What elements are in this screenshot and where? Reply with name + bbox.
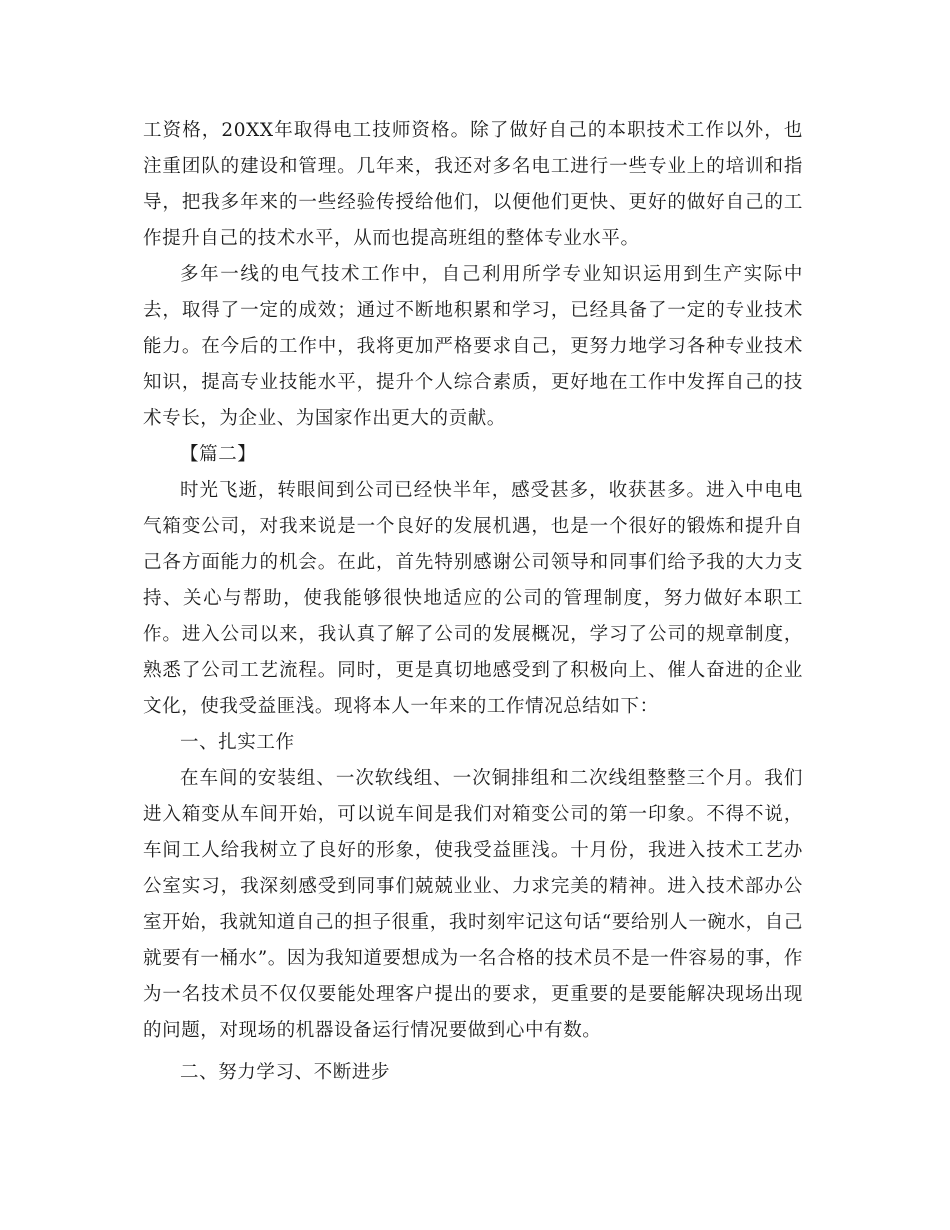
subheading-solid-work: 一、扎实工作 [180,732,295,753]
section-heading-part-two: 【篇二】 [180,444,257,465]
paragraph-qualification: 工资格，20XX年取得电工技师资格。除了做好自己的本职技术工作以外，也注重团队的建设和管理。几年来，我还对多名电工进行一些专业上的培训和指导，把我多年来的一些经验传授给他们，以便他们更快、更好的做好自己的工作提升自己的技术水平，从而也提高班组的整体专业水平。 [143,120,803,249]
paragraph-technical-work: 多年一线的电气技术工作中，自己利用所学专业知识运用到生产实际中去，取得了一定的成效；通过不断地积累和学习，已经具备了一定的专业技术能力。在今后的工作中，我将更加严格要求自己，更努力地学习各种专业技术知识，提高专业技能水平，提升个人综合素质，更好地在工作中发挥自己的技术专长，为企业、为国家作出更大的贡献。 [143,264,803,429]
document-body [143,113,803,1091]
paragraph-introduction: 时光飞逝，转眼间到公司已经快半年，感受甚多，收获甚多。进入中电电气箱变公司，对我来说是一个良好的发展机遇，也是一个很好的锻炼和提升自己各方面能力的机会。在此，首先特别感谢公司领导和同事们给予我的大力支持、关心与帮助，使我能够很快地适应的公司的管理制度，努力做好本职工作。进入公司以来，我认真了解了公司的发展概况，学习了公司的规章制度，熟悉了公司工艺流程。同时，更是真切地感受到了积极向上、催人奋进的企业文化，使我受益匪浅。现将本人一年来的工作情况总结如下： [143,480,803,717]
subheading-study-progress: 二、努力学习、不断进步 [180,1062,391,1083]
paragraph-workshop: 在车间的安装组、一次软线组、一次铜排组和二次线组整整三个月。我们进入箱变从车间开始，可以说车间是我们对箱变公司的第一印象。不得不说，车间工人给我树立了良好的形象，使我受益匪浅。十月份，我进入技术工艺办公室实习，我深刻感受到同事们兢兢业业、力求完美的精神。进入技术部办公室开始，我就知道自己的担子很重，我时刻牢记这句话“要给别人一碗水，自己就要有一桶水”。因为我知道要想成为一名合格的技术员不是一件容易的事，作为一名技术员不仅仅要能处理客户提出的要求，更重要的是要能解决现场出现的问题，对现场的机器设备运行情况要做到心中有数。 [143,768,803,1041]
